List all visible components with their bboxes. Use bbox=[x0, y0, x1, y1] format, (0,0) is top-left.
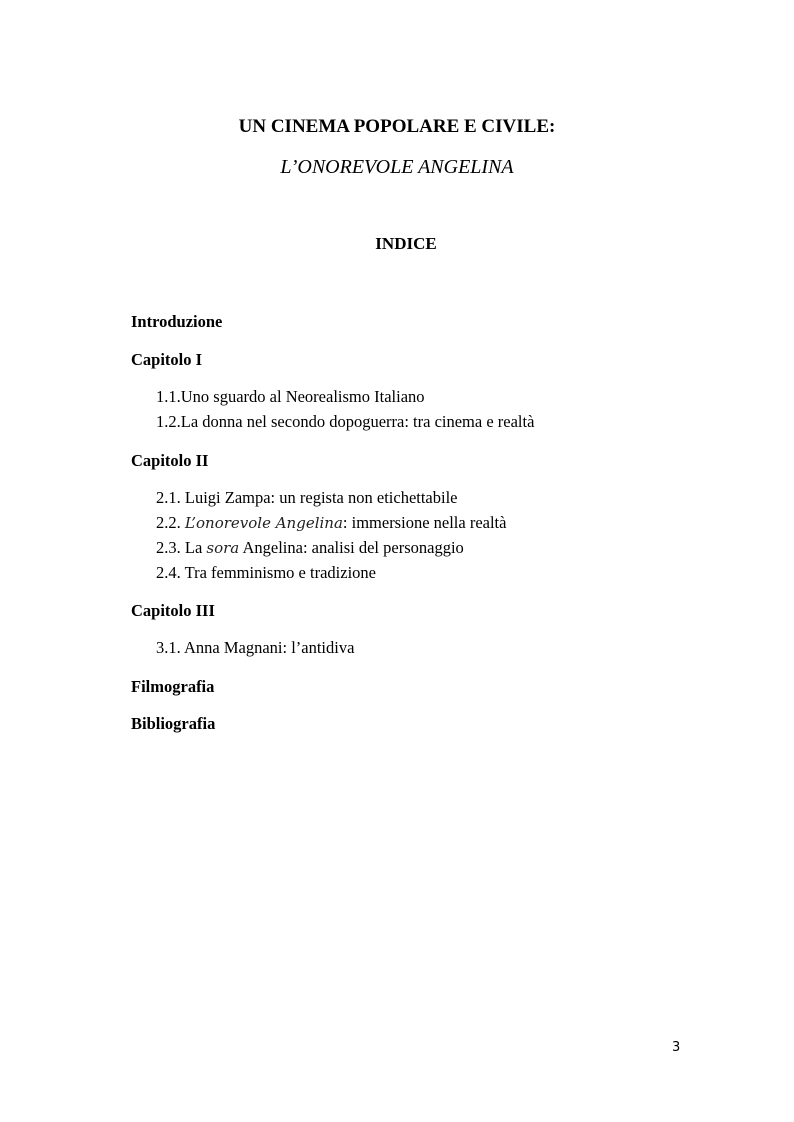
toc-entry-2-2 bbox=[156, 513, 506, 533]
toc-entry-2-2-number: 2.2. bbox=[156, 513, 185, 532]
toc-bibliografia: Bibliografia bbox=[131, 714, 216, 733]
toc-entry-2-2-film-title: L’onorevole Angelina bbox=[184, 514, 343, 532]
index-heading: INDICE bbox=[375, 234, 437, 253]
toc-entry-1-1: 1.1.Uno sguardo al Neorealismo Italiano bbox=[156, 387, 425, 406]
toc-entry-2-3-italic: sora bbox=[206, 539, 240, 557]
thesis-title: UN CINEMA POPOLARE E CIVILE: bbox=[238, 116, 556, 137]
toc-entry-2-1: 2.1. Luigi Zampa: un regista non etichettabile bbox=[156, 488, 458, 507]
toc-chapter-1: Capitolo I bbox=[131, 350, 203, 369]
toc-introduzione: Introduzione bbox=[131, 312, 223, 331]
toc-entry-2-3 bbox=[156, 538, 464, 558]
toc-chapter-3: Capitolo III bbox=[131, 601, 215, 620]
toc-chapter-2: Capitolo II bbox=[131, 451, 209, 470]
toc-entry-2-4: 2.4. Tra femminismo e tradizione bbox=[156, 563, 376, 582]
page-number: 3 bbox=[672, 1040, 681, 1055]
toc-entry-1-2: 1.2.La donna nel secondo dopoguerra: tra cinema e realtà bbox=[156, 412, 535, 431]
toc-entry-3-1: 3.1. Anna Magnani: l’antidiva bbox=[156, 638, 355, 657]
toc-entry-2-2-rest: : immersione nella realtà bbox=[342, 513, 507, 532]
toc-filmografia: Filmografia bbox=[131, 677, 215, 696]
toc-entry-2-3-rest: Angelina: analisi del personaggio bbox=[239, 538, 464, 557]
thesis-subtitle: L’ONOREVOLE ANGELINA bbox=[280, 156, 514, 178]
toc-entry-2-3-number: 2.3. La bbox=[156, 538, 207, 557]
